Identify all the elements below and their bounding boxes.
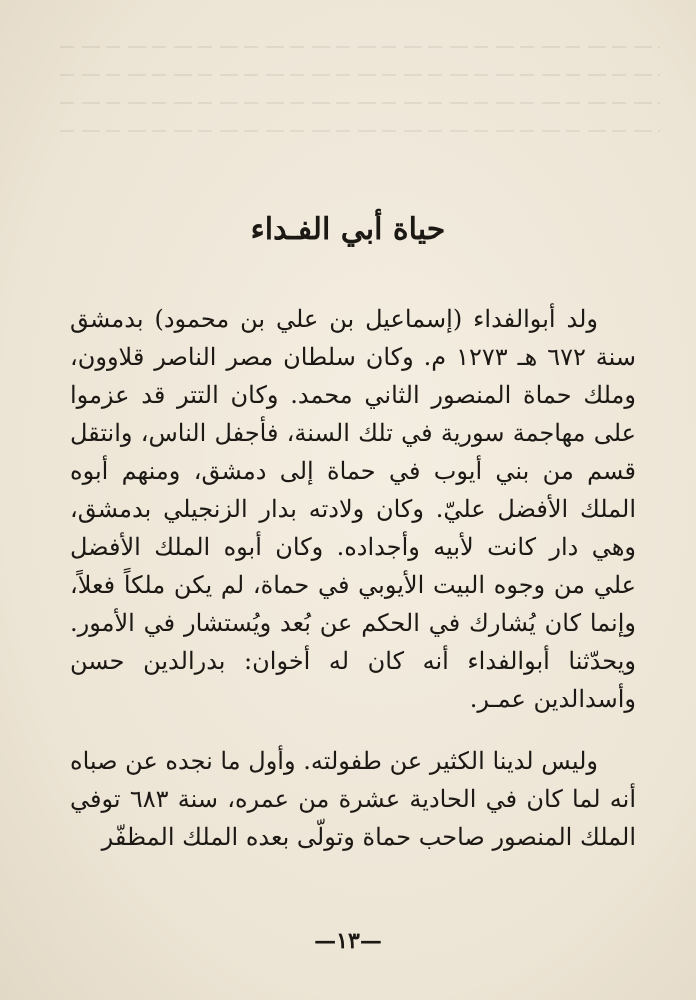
show-through-line (60, 130, 660, 132)
paragraph: ولد أبوالفداء (إسماعيل بن علي بن محمود) بدمشق سنة ٦٧٢ هـ ١٢٧٣ م. وكان سلطان مصر الناصر قلاوون، وملك حماة المنصور الثاني محمد. وكان التتر قد عزموا على مهاجمة سورية في تلك السنة، فأجفل الناس، وانتقل قسم من بني أيوب في حماة إلى دمشق، ومنهم أبوه الملك الأفضل عليّ. وكان ولادته بدار الزنجيلي بدمشق، وهي دار كانت لأبيه وأجداده. وكان أبوه الملك الأفضل علي من وجوه البيت الأيوبي في حماة، لم يكن ملكاً فعلاً، وإنما كان يُشارك في الحكم عن بُعد ويُستشار في الأمور. ويحدّثنا أبوالفداء أنه كان له أخوان: بدرالدين حسن وأسدالدين عمـر. (70, 305, 637, 713)
paragraph: وليس لدينا الكثير عن طفولته. وأول ما نجده عن صباه أنه لما كان في الحادية عشرة من عمره، سنة ٦٨٣ توفي الملك المنصور صاحب حماة وتولّى بعده الملك المظفّر (70, 747, 636, 851)
show-through-line (60, 102, 660, 104)
show-through-line (60, 74, 660, 76)
show-through-line (60, 46, 660, 48)
chapter-title: حياة أبي الفـداء (250, 212, 446, 247)
show-through-text (60, 20, 660, 200)
page-number: —١٣— (314, 928, 382, 954)
body-text (70, 300, 636, 856)
